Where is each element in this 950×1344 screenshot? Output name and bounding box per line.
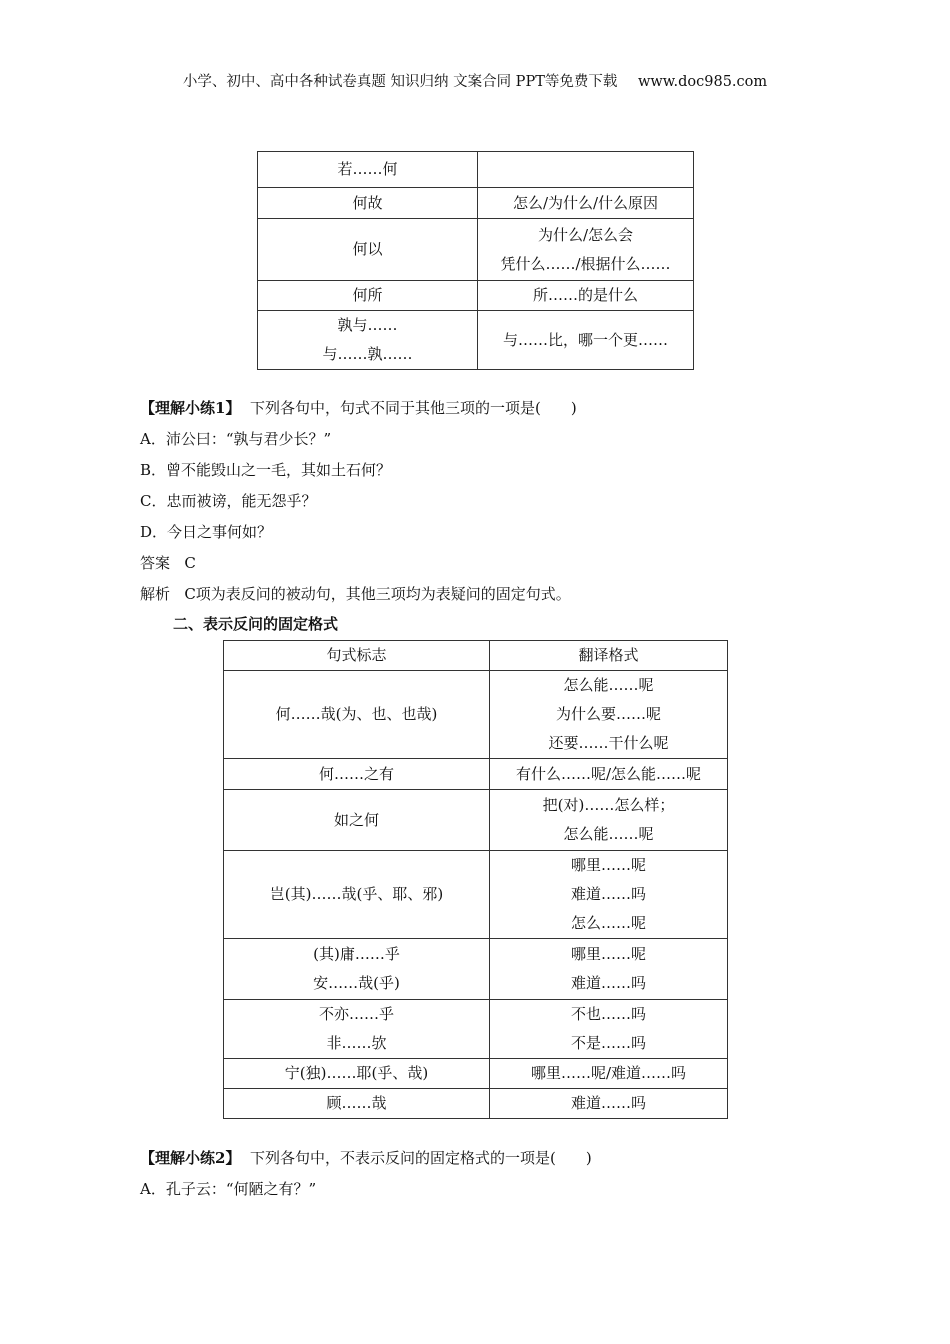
cell-line <box>478 155 693 184</box>
cell-line: 何……哉(为、也、也哉) <box>275 705 438 723</box>
cell-line: 与……比，哪一个更…… <box>502 330 668 349</box>
exercise-label: 【理解小练1】 <box>140 399 241 417</box>
pattern-cell <box>258 219 478 281</box>
header-text: 小学、初中、高中各种试卷真题 知识归纳 文案合同 PPT等免费下载 <box>182 74 618 90</box>
exercise-1-question <box>140 397 577 418</box>
translation-cell <box>478 311 694 370</box>
translation-cell <box>490 641 728 671</box>
cell-line: 怎么/为什么/什么原因 <box>512 193 659 212</box>
cell-line: 何以 <box>352 240 383 258</box>
question-pattern-table <box>257 151 694 370</box>
analysis-label: 解析 <box>140 585 171 603</box>
cell-line: 怎么能……呢 <box>563 825 654 843</box>
cell-line: 为什么要……呢 <box>555 705 661 723</box>
pattern-cell <box>224 851 490 939</box>
cell-line: 凭什么……/根据什么…… <box>500 254 671 273</box>
cell-line: 非……欤 <box>326 1034 387 1052</box>
pattern-cell <box>224 759 490 790</box>
table-row <box>258 311 694 370</box>
cell-line: 哪里……呢 <box>570 856 646 874</box>
pattern-cell <box>258 188 478 219</box>
cell-line: 有什么……呢/怎么能……呢 <box>515 764 702 783</box>
pattern-cell <box>224 641 490 671</box>
cell-line: 何故 <box>352 193 383 212</box>
table-row <box>224 790 728 851</box>
header-url[interactable]: www.doc985.com <box>637 74 768 90</box>
cell-line: 把(对)……怎么样； <box>542 796 675 814</box>
table-row <box>258 281 694 311</box>
cell-line: 不也……吗 <box>570 1005 646 1023</box>
pattern-cell <box>224 1059 490 1089</box>
translation-cell <box>490 1059 728 1089</box>
cell-line: 安……哉(乎) <box>313 974 400 992</box>
translation-cell <box>490 759 728 790</box>
pattern-cell <box>258 152 478 188</box>
pattern-cell <box>224 939 490 1000</box>
exercise-label: 【理解小练2】 <box>140 1149 241 1167</box>
cell-line: 怎么……呢 <box>570 914 646 932</box>
pattern-cell <box>258 311 478 370</box>
cell-line: 如之何 <box>333 810 379 829</box>
table-row <box>224 851 728 939</box>
option-a: A．孔子云：“何陋之有？” <box>140 1180 317 1198</box>
cell-line: 还要……干什么呢 <box>548 734 669 752</box>
cell-line: 句式标志 <box>326 646 387 664</box>
translation-cell <box>490 790 728 851</box>
rhetorical-pattern-table <box>223 640 728 1119</box>
pattern-cell <box>224 790 490 851</box>
translation-cell <box>490 671 728 759</box>
cell-line: 与……孰…… <box>322 345 413 363</box>
cell-line: 哪里……呢 <box>570 945 646 963</box>
cell-line: 难道……吗 <box>570 974 646 992</box>
cell-line: 若……何 <box>337 160 398 178</box>
table-row <box>224 641 728 671</box>
answer-label: 答案 <box>140 554 171 572</box>
table-row <box>258 152 694 188</box>
analysis <box>140 583 571 604</box>
pattern-cell <box>224 671 490 759</box>
table-row <box>258 188 694 219</box>
page-header <box>0 70 950 91</box>
cell-line: 难道……吗 <box>570 885 646 903</box>
option-c: C．忠而被谤，能无怨乎？ <box>140 492 317 510</box>
answer-value: C <box>184 554 196 572</box>
cell-line: 哪里……呢/难道……吗 <box>530 1064 687 1082</box>
cell-line: 翻译格式 <box>578 646 639 664</box>
cell-line: 何所 <box>352 286 383 304</box>
table-row <box>224 759 728 790</box>
cell-line: 不亦……乎 <box>318 1005 394 1023</box>
cell-line: 宁(独)……耶(乎、哉) <box>284 1064 429 1082</box>
exercise-2-question <box>140 1147 592 1168</box>
cell-line: 怎么能……呢 <box>563 676 654 694</box>
pattern-cell <box>224 1089 490 1119</box>
translation-cell <box>478 219 694 281</box>
table-row <box>224 671 728 759</box>
question-text: 下列各句中，不表示反问的固定格式的一项是( ) <box>250 1149 592 1167</box>
pattern-cell <box>224 1000 490 1059</box>
cell-line: (其)庸……乎 <box>313 945 400 963</box>
translation-cell <box>478 152 694 188</box>
translation-cell <box>490 939 728 1000</box>
cell-line: 孰与…… <box>337 316 398 334</box>
answer <box>140 552 196 573</box>
translation-cell <box>490 1089 728 1119</box>
table-row <box>224 1000 728 1059</box>
cell-line: 不是……吗 <box>570 1034 646 1052</box>
analysis-text: C项为表反问的被动句，其他三项均为表疑问的固定句式。 <box>184 585 571 603</box>
option-b: B．曾不能毁山之一毛，其如土石何？ <box>140 461 392 479</box>
question-text: 下列各句中，句式不同于其他三项的一项是( ) <box>250 399 577 417</box>
section-2-title: 二、表示反问的固定格式 <box>173 615 339 633</box>
translation-cell <box>478 281 694 311</box>
cell-line: 为什么/怎么会 <box>537 225 634 244</box>
table-row <box>224 1059 728 1089</box>
translation-cell <box>490 1000 728 1059</box>
pattern-cell <box>258 281 478 311</box>
cell-line: 顾……哉 <box>326 1094 387 1112</box>
option-d: D．今日之事何如？ <box>140 523 273 541</box>
cell-line: 所……的是什么 <box>532 286 638 304</box>
translation-cell <box>478 188 694 219</box>
cell-line: 难道……吗 <box>570 1094 646 1112</box>
cell-line: 何……之有 <box>318 764 394 783</box>
option-a: A．沛公曰：“孰与君少长？” <box>140 430 332 448</box>
table-row <box>224 939 728 1000</box>
table-row <box>258 219 694 281</box>
cell-line: 岂(其)……哉(乎、耶、邪) <box>269 885 444 903</box>
translation-cell <box>490 851 728 939</box>
table-row <box>224 1089 728 1119</box>
